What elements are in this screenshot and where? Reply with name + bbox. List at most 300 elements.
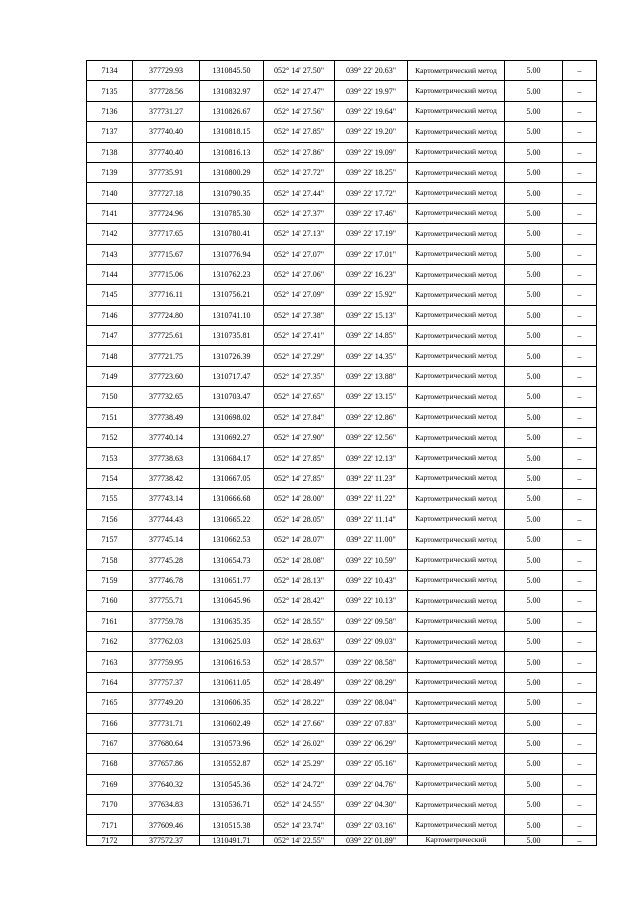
y-coordinate-cell: 1310756.21 [200,285,264,305]
accuracy-cell: 5.00 [505,183,563,203]
point-number-cell: 7159 [87,570,133,590]
table-row [87,101,597,121]
x-coordinate-cell: 377728.56 [133,81,200,101]
accuracy-cell: 5.00 [505,326,563,346]
accuracy-cell: 5.00 [505,529,563,549]
accuracy-cell: 5.00 [505,733,563,753]
point-number-cell: 7144 [87,264,133,284]
method-cell: Картометрический метод [408,162,505,182]
point-number-cell: 7161 [87,611,133,631]
y-coordinate-cell: 1310552.87 [200,754,264,774]
latitude-cell: 052° 14' 27.65" [264,387,335,407]
method-cell: Картометрический метод [408,509,505,529]
x-coordinate-cell: 377716.11 [133,285,200,305]
accuracy-cell: 5.00 [505,122,563,142]
y-coordinate-cell: 1310692.27 [200,428,264,448]
accuracy-cell: 5.00 [505,142,563,162]
table-row [87,224,597,244]
point-number-cell: 7155 [87,489,133,509]
x-coordinate-cell: 377715.67 [133,244,200,264]
description-cell: – [563,448,597,468]
longitude-cell: 039° 22' 15.13" [335,305,408,325]
point-number-cell: 7134 [87,61,133,81]
y-coordinate-cell: 1310790.35 [200,183,264,203]
table-row [87,795,597,815]
longitude-cell: 039° 22' 17.72" [335,183,408,203]
point-number-cell: 7151 [87,407,133,427]
accuracy-cell: 5.00 [505,407,563,427]
description-cell: – [563,815,597,835]
description-cell: – [563,346,597,366]
x-coordinate-cell: 377735.91 [133,162,200,182]
method-cell: Картометрический метод [408,203,505,223]
method-cell: Картометрический метод [408,285,505,305]
x-coordinate-cell: 377721.75 [133,346,200,366]
y-coordinate-cell: 1310818.15 [200,122,264,142]
accuracy-cell: 5.00 [505,285,563,305]
x-coordinate-cell: 377725.61 [133,326,200,346]
method-cell: Картометрический метод [408,672,505,692]
longitude-cell: 039° 22' 04.76" [335,774,408,794]
point-number-cell: 7158 [87,550,133,570]
table-row [87,142,597,162]
longitude-cell: 039° 22' 09.58" [335,611,408,631]
longitude-cell: 039° 22' 11.00" [335,529,408,549]
x-coordinate-cell: 377759.78 [133,611,200,631]
table-row [87,346,597,366]
longitude-cell: 039° 22' 01.89" [335,835,408,845]
y-coordinate-cell: 1310703.47 [200,387,264,407]
table-row [87,81,597,101]
description-cell: – [563,489,597,509]
x-coordinate-cell: 377680.64 [133,733,200,753]
coordinates-table-sheet [86,60,596,846]
accuracy-cell: 5.00 [505,774,563,794]
method-cell: Картометрический метод [408,183,505,203]
x-coordinate-cell: 377729.93 [133,61,200,81]
table-row [87,122,597,142]
method-cell: Картометрический метод [408,101,505,121]
x-coordinate-cell: 377724.80 [133,305,200,325]
method-cell: Картометрический метод [408,774,505,794]
accuracy-cell: 5.00 [505,489,563,509]
latitude-cell: 052° 14' 25.29" [264,754,335,774]
point-number-cell: 7168 [87,754,133,774]
table-row [87,468,597,488]
y-coordinate-cell: 1310726.39 [200,346,264,366]
y-coordinate-cell: 1310645.96 [200,591,264,611]
point-number-cell: 7166 [87,713,133,733]
latitude-cell: 052° 14' 27.85" [264,122,335,142]
table-row [87,305,597,325]
y-coordinate-cell: 1310698.02 [200,407,264,427]
description-cell: – [563,672,597,692]
method-cell: Картометрический метод [408,224,505,244]
description-cell: – [563,652,597,672]
latitude-cell: 052° 14' 27.56" [264,101,335,121]
longitude-cell: 039° 22' 11.14" [335,509,408,529]
latitude-cell: 052° 14' 27.06" [264,264,335,284]
table-row [87,428,597,448]
longitude-cell: 039° 22' 15.92" [335,285,408,305]
point-number-cell: 7140 [87,183,133,203]
y-coordinate-cell: 1310635.35 [200,611,264,631]
accuracy-cell: 5.00 [505,305,563,325]
method-cell: Картометрический метод [408,428,505,448]
x-coordinate-cell: 377738.49 [133,407,200,427]
longitude-cell: 039° 22' 13.15" [335,387,408,407]
y-coordinate-cell: 1310662.53 [200,529,264,549]
coordinates-table [86,60,597,846]
point-number-cell: 7149 [87,366,133,386]
point-number-cell: 7160 [87,591,133,611]
point-number-cell: 7148 [87,346,133,366]
y-coordinate-cell: 1310684.17 [200,448,264,468]
latitude-cell: 052° 14' 27.50" [264,61,335,81]
longitude-cell: 039° 22' 17.01" [335,244,408,264]
method-cell: Картометрический метод [408,366,505,386]
method-cell: Картометрический метод [408,122,505,142]
longitude-cell: 039° 22' 12.13" [335,448,408,468]
y-coordinate-cell: 1310780.41 [200,224,264,244]
latitude-cell: 052° 14' 28.08" [264,550,335,570]
accuracy-cell: 5.00 [505,224,563,244]
accuracy-cell: 5.00 [505,346,563,366]
longitude-cell: 039° 22' 04.30" [335,795,408,815]
latitude-cell: 052° 14' 28.49" [264,672,335,692]
method-cell: Картометрический метод [408,611,505,631]
point-number-cell: 7164 [87,672,133,692]
method-cell: Картометрический метод [408,387,505,407]
x-coordinate-cell: 377572.37 [133,835,200,845]
description-cell: – [563,509,597,529]
accuracy-cell: 5.00 [505,611,563,631]
description-cell: – [563,570,597,590]
method-cell: Картометрический метод [408,591,505,611]
longitude-cell: 039° 22' 11.23" [335,468,408,488]
y-coordinate-cell: 1310536.71 [200,795,264,815]
longitude-cell: 039° 22' 09.03" [335,631,408,651]
longitude-cell: 039° 22' 18.25" [335,162,408,182]
latitude-cell: 052° 14' 24.55" [264,795,335,815]
method-cell: Картометрический метод [408,713,505,733]
accuracy-cell: 5.00 [505,387,563,407]
longitude-cell: 039° 22' 19.09" [335,142,408,162]
description-cell: – [563,183,597,203]
description-cell: – [563,122,597,142]
longitude-cell: 039° 22' 11.22" [335,489,408,509]
latitude-cell: 052° 14' 26.02" [264,733,335,753]
point-number-cell: 7139 [87,162,133,182]
table-row [87,162,597,182]
table-row [87,672,597,692]
point-number-cell: 7147 [87,326,133,346]
longitude-cell: 039° 22' 08.04" [335,693,408,713]
method-cell: Картометрический метод [408,815,505,835]
y-coordinate-cell: 1310845.50 [200,61,264,81]
accuracy-cell: 5.00 [505,672,563,692]
longitude-cell: 039° 22' 07.83" [335,713,408,733]
table-row [87,407,597,427]
accuracy-cell: 5.00 [505,815,563,835]
table-row [87,183,597,203]
latitude-cell: 052° 14' 28.07" [264,529,335,549]
latitude-cell: 052° 14' 28.22" [264,693,335,713]
y-coordinate-cell: 1310611.05 [200,672,264,692]
point-number-cell: 7135 [87,81,133,101]
point-number-cell: 7157 [87,529,133,549]
x-coordinate-cell: 377740.40 [133,142,200,162]
table-row [87,326,597,346]
table-row [87,652,597,672]
table-row [87,774,597,794]
accuracy-cell: 5.00 [505,366,563,386]
latitude-cell: 052° 14' 27.85" [264,468,335,488]
method-cell: Картометрический метод [408,326,505,346]
latitude-cell: 052° 14' 27.90" [264,428,335,448]
x-coordinate-cell: 377715.06 [133,264,200,284]
table-row [87,611,597,631]
longitude-cell: 039° 22' 17.46" [335,203,408,223]
table-row [87,61,597,81]
method-cell: Картометрический метод [408,529,505,549]
y-coordinate-cell: 1310816.13 [200,142,264,162]
x-coordinate-cell: 377740.40 [133,122,200,142]
latitude-cell: 052° 14' 23.74" [264,815,335,835]
table-row [87,244,597,264]
table-row [87,591,597,611]
method-cell: Картометрический метод [408,550,505,570]
latitude-cell: 052° 14' 27.35" [264,366,335,386]
accuracy-cell: 5.00 [505,81,563,101]
x-coordinate-cell: 377634.83 [133,795,200,815]
latitude-cell: 052° 14' 27.29" [264,346,335,366]
y-coordinate-cell: 1310545.36 [200,774,264,794]
accuracy-cell: 5.00 [505,693,563,713]
x-coordinate-cell: 377755.71 [133,591,200,611]
method-cell: Картометрический метод [408,693,505,713]
description-cell: – [563,366,597,386]
description-cell: – [563,774,597,794]
method-cell: Картометрический метод [408,407,505,427]
accuracy-cell: 5.00 [505,570,563,590]
y-coordinate-cell: 1310826.67 [200,101,264,121]
method-cell: Картометрический метод [408,652,505,672]
accuracy-cell: 5.00 [505,244,563,264]
description-cell: – [563,387,597,407]
table-row [87,754,597,774]
table-row [87,631,597,651]
y-coordinate-cell: 1310606.35 [200,693,264,713]
x-coordinate-cell: 377731.27 [133,101,200,121]
method-cell: Картометрический метод [408,142,505,162]
description-cell: – [563,101,597,121]
y-coordinate-cell: 1310573.96 [200,733,264,753]
description-cell: – [563,795,597,815]
method-cell: Картометрический метод [408,61,505,81]
description-cell: – [563,285,597,305]
point-number-cell: 7165 [87,693,133,713]
point-number-cell: 7172 [87,835,133,845]
description-cell: – [563,142,597,162]
point-number-cell: 7167 [87,733,133,753]
latitude-cell: 052° 14' 27.37" [264,203,335,223]
table-row [87,285,597,305]
longitude-cell: 039° 22' 12.56" [335,428,408,448]
description-cell: – [563,733,597,753]
accuracy-cell: 5.00 [505,550,563,570]
description-cell: – [563,550,597,570]
method-cell: Картометрический метод [408,81,505,101]
longitude-cell: 039° 22' 20.63" [335,61,408,81]
latitude-cell: 052° 14' 27.09" [264,285,335,305]
y-coordinate-cell: 1310785.30 [200,203,264,223]
y-coordinate-cell: 1310651.77 [200,570,264,590]
longitude-cell: 039° 22' 13.88" [335,366,408,386]
accuracy-cell: 5.00 [505,713,563,733]
x-coordinate-cell: 377717.65 [133,224,200,244]
description-cell: – [563,713,597,733]
point-number-cell: 7152 [87,428,133,448]
method-cell: Картометрический метод [408,468,505,488]
longitude-cell: 039° 22' 14.35" [335,346,408,366]
x-coordinate-cell: 377749.20 [133,693,200,713]
y-coordinate-cell: 1310762.23 [200,264,264,284]
y-coordinate-cell: 1310800.29 [200,162,264,182]
table-row [87,366,597,386]
latitude-cell: 052° 14' 27.38" [264,305,335,325]
table-row [87,387,597,407]
point-number-cell: 7136 [87,101,133,121]
description-cell: – [563,835,597,845]
x-coordinate-cell: 377738.63 [133,448,200,468]
description-cell: – [563,264,597,284]
y-coordinate-cell: 1310735.81 [200,326,264,346]
accuracy-cell: 5.00 [505,468,563,488]
point-number-cell: 7141 [87,203,133,223]
latitude-cell: 052° 14' 28.55" [264,611,335,631]
x-coordinate-cell: 377732.65 [133,387,200,407]
longitude-cell: 039° 22' 19.20" [335,122,408,142]
method-cell: Картометрический метод [408,795,505,815]
table-row [87,264,597,284]
point-number-cell: 7137 [87,122,133,142]
y-coordinate-cell: 1310667.05 [200,468,264,488]
latitude-cell: 052° 14' 28.63" [264,631,335,651]
x-coordinate-cell: 377731.71 [133,713,200,733]
longitude-cell: 039° 22' 10.59" [335,550,408,570]
description-cell: – [563,162,597,182]
point-number-cell: 7146 [87,305,133,325]
method-cell: Картометрический метод [408,305,505,325]
description-cell: – [563,224,597,244]
table-row [87,693,597,713]
accuracy-cell: 5.00 [505,101,563,121]
accuracy-cell: 5.00 [505,652,563,672]
description-cell: – [563,326,597,346]
method-cell: Картометрический метод [408,264,505,284]
x-coordinate-cell: 377743.14 [133,489,200,509]
x-coordinate-cell: 377762.03 [133,631,200,651]
table-row [87,448,597,468]
description-cell: – [563,407,597,427]
table-row [87,203,597,223]
description-cell: – [563,428,597,448]
y-coordinate-cell: 1310665.22 [200,509,264,529]
accuracy-cell: 5.00 [505,61,563,81]
accuracy-cell: 5.00 [505,835,563,845]
point-number-cell: 7138 [87,142,133,162]
latitude-cell: 052° 14' 27.07" [264,244,335,264]
accuracy-cell: 5.00 [505,631,563,651]
table-row [87,509,597,529]
point-number-cell: 7171 [87,815,133,835]
latitude-cell: 052° 14' 28.13" [264,570,335,590]
latitude-cell: 052° 14' 28.00" [264,489,335,509]
accuracy-cell: 5.00 [505,203,563,223]
method-cell: Картометрический метод [408,754,505,774]
y-coordinate-cell: 1310717.47 [200,366,264,386]
longitude-cell: 039° 22' 08.29" [335,672,408,692]
y-coordinate-cell: 1310776.94 [200,244,264,264]
method-cell: Картометрический метод [408,448,505,468]
longitude-cell: 039° 22' 10.13" [335,591,408,611]
latitude-cell: 052° 14' 22.55" [264,835,335,845]
description-cell: – [563,203,597,223]
x-coordinate-cell: 377738.42 [133,468,200,488]
latitude-cell: 052° 14' 27.66" [264,713,335,733]
description-cell: – [563,468,597,488]
description-cell: – [563,591,597,611]
x-coordinate-cell: 377745.28 [133,550,200,570]
point-number-cell: 7142 [87,224,133,244]
accuracy-cell: 5.00 [505,448,563,468]
y-coordinate-cell: 1310602.49 [200,713,264,733]
description-cell: – [563,81,597,101]
longitude-cell: 039° 22' 17.19" [335,224,408,244]
method-cell: Картометрический метод [408,346,505,366]
y-coordinate-cell: 1310491.71 [200,835,264,845]
point-number-cell: 7163 [87,652,133,672]
method-cell: Картометрический метод [408,244,505,264]
latitude-cell: 052° 14' 28.57" [264,652,335,672]
table-row [87,489,597,509]
y-coordinate-cell: 1310515.38 [200,815,264,835]
y-coordinate-cell: 1310616.53 [200,652,264,672]
point-number-cell: 7170 [87,795,133,815]
method-cell: Картометрический [408,835,505,845]
table-row [87,815,597,835]
description-cell: – [563,529,597,549]
latitude-cell: 052° 14' 27.41" [264,326,335,346]
method-cell: Картометрический метод [408,570,505,590]
accuracy-cell: 5.00 [505,428,563,448]
accuracy-cell: 5.00 [505,795,563,815]
table-row [87,550,597,570]
table-row [87,529,597,549]
y-coordinate-cell: 1310625.03 [200,631,264,651]
x-coordinate-cell: 377657.86 [133,754,200,774]
method-cell: Картометрический метод [408,631,505,651]
point-number-cell: 7169 [87,774,133,794]
latitude-cell: 052° 14' 27.44" [264,183,335,203]
longitude-cell: 039° 22' 05.16" [335,754,408,774]
y-coordinate-cell: 1310666.68 [200,489,264,509]
latitude-cell: 052° 14' 28.05" [264,509,335,529]
longitude-cell: 039° 22' 19.64" [335,101,408,121]
x-coordinate-cell: 377746.78 [133,570,200,590]
longitude-cell: 039° 22' 06.29" [335,733,408,753]
